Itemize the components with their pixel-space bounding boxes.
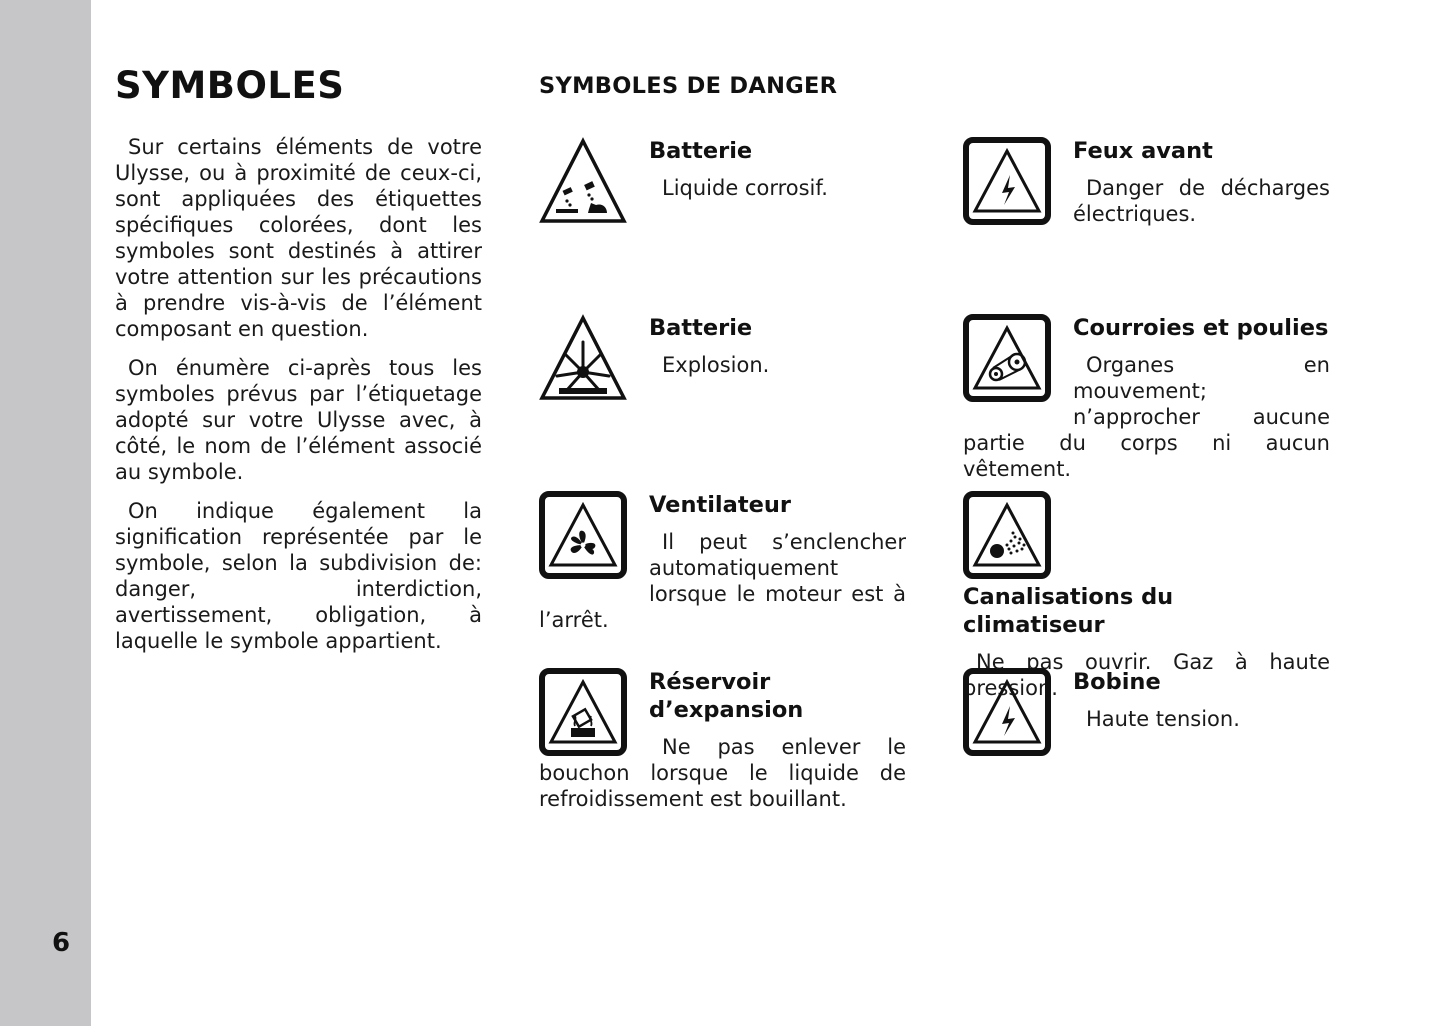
symbol-description: Ne pas enlever le bouchon lorsque le liquide de refroidissement est bouillant. bbox=[539, 735, 906, 811]
symbol-description: Explosion. bbox=[662, 353, 770, 377]
symbol-entry-battery-corrosive bbox=[539, 137, 906, 229]
high-voltage-icon bbox=[963, 668, 1073, 760]
symbol-entry-headlights bbox=[963, 137, 1330, 229]
symbol-description: Ne pas ouvrir. Gaz à haute pression. bbox=[963, 650, 1330, 700]
symbol-title: Batterie bbox=[649, 315, 753, 341]
symbol-title: Batterie bbox=[649, 138, 753, 164]
symbol-title: Courroies et poulies bbox=[1073, 315, 1329, 341]
intro-text bbox=[115, 134, 482, 667]
symbol-entry-coil bbox=[963, 668, 1330, 760]
page-number: 6 bbox=[52, 928, 71, 958]
side-margin-bar bbox=[0, 0, 91, 1026]
symbol-title: Bobine bbox=[1073, 669, 1161, 695]
symbol-title: Ventilateur bbox=[649, 492, 791, 518]
symbol-entry-expansion-tank bbox=[539, 668, 906, 812]
symbol-description: Il peut s’enclencher automatiquement lorsque le moteur est à l’arrêt. bbox=[539, 530, 906, 632]
corrosive-icon bbox=[539, 137, 649, 229]
symbol-description: Organes en mouvement; n’approcher aucune partie du corps ni aucun vêtement. bbox=[963, 353, 1330, 481]
symbol-description: Haute tension. bbox=[1086, 707, 1240, 731]
symbol-description: Danger de décharges électriques. bbox=[1073, 176, 1330, 226]
explosion-icon bbox=[539, 314, 649, 406]
symbol-entry-belts-pulleys bbox=[963, 314, 1330, 482]
electric-shock-icon bbox=[963, 137, 1073, 229]
intro-paragraph: On énumère ci-après tous les symboles prévus par l’étiquetage adopté sur votre Ulysse avec, à côté, le nom de l’élément associé au symbole. bbox=[115, 356, 482, 484]
symbol-title: Réservoir d’expansion bbox=[649, 669, 804, 723]
pressure-gas-icon bbox=[963, 491, 1073, 583]
symbol-entry-fan bbox=[539, 491, 906, 633]
belt-pulley-icon bbox=[963, 314, 1073, 406]
symbol-title: Canalisations du climatiseur bbox=[963, 584, 1174, 638]
symbol-entry-battery-explosion bbox=[539, 314, 906, 406]
symbol-title: Feux avant bbox=[1073, 138, 1213, 164]
fan-icon bbox=[539, 491, 649, 583]
symbol-description: Liquide corrosif. bbox=[662, 176, 828, 200]
intro-paragraph: Sur certains éléments de votre Ulysse, ou à proximité de ceux-ci, sont appliquées des étiquettes spécifiques colorées, dont les symboles sont destinés à attirer votre attention sur les précautions à prendre vis-à-vis de l’élément composant en question. bbox=[115, 135, 482, 341]
page-title: SYMBOLES bbox=[115, 64, 345, 107]
expansion-tank-icon bbox=[539, 668, 649, 760]
intro-paragraph: On indique également la signification représentée par le symbole, selon la subdivision de: danger, interdiction, avertissement, obligation, à laquelle le symbole appartient. bbox=[115, 499, 482, 653]
section-title: SYMBOLES DE DANGER bbox=[539, 73, 838, 99]
